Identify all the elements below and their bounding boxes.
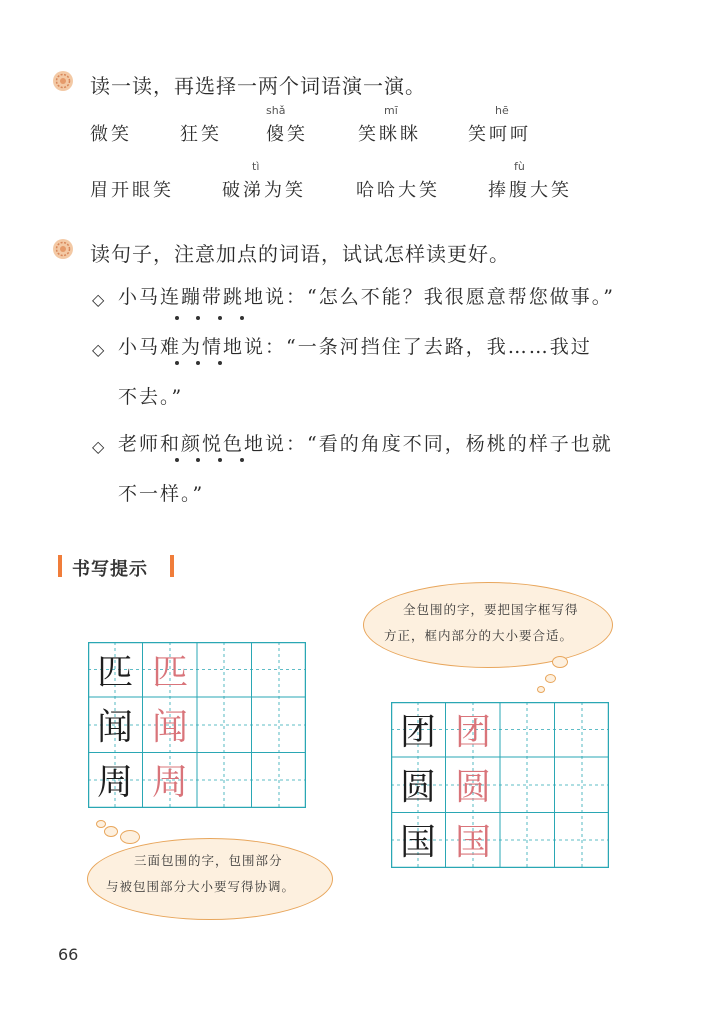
emphasis-dot	[175, 316, 179, 320]
sentence-1: 小马连蹦带跳地说：“怎么不能？我很愿意帮您做事。”	[118, 286, 615, 308]
emphasis-dot	[175, 361, 179, 365]
word-item: 笑眯眯	[358, 124, 421, 145]
flower-bullet-icon	[52, 70, 74, 92]
bubble-tail	[545, 674, 556, 683]
emphasis-dot	[196, 361, 200, 365]
word-item: 笑呵呵	[468, 124, 531, 145]
title-bar-left	[58, 555, 62, 577]
grid-char: 匹	[96, 652, 134, 693]
grid-char: 圆	[399, 767, 437, 808]
word-item: 哈哈大笑	[356, 180, 440, 201]
trace-char: 闻	[151, 707, 189, 748]
sentence-3: 老师和颜悦色地说：“看的角度不同，杨桃的样子也就	[118, 433, 613, 455]
emphasis-dot	[240, 458, 244, 462]
word-item: 破涕为笑	[222, 180, 306, 201]
trace-char: 团	[454, 712, 492, 753]
pinyin: shǎ	[266, 104, 286, 117]
word-item: 傻笑	[266, 124, 308, 145]
trace-char: 国	[454, 822, 492, 863]
bubble-tail	[120, 830, 140, 844]
pinyin: tì	[252, 160, 260, 173]
diamond-bullet-icon: ◇	[92, 340, 105, 359]
grid-char: 国	[399, 822, 437, 863]
tip-text-bottom: 与被包围部分大小要写得协调。	[106, 879, 296, 894]
trace-char: 圆	[454, 767, 492, 808]
tips-title: 书写提示	[72, 559, 148, 580]
bubble-tail	[96, 820, 106, 828]
word-item: 微笑	[90, 124, 132, 145]
section2-heading: 读句子，注意加点的词语，试试怎样读更好。	[90, 242, 510, 266]
grid-char: 周	[96, 762, 134, 803]
emphasis-dot	[196, 458, 200, 462]
emphasis-dot	[196, 316, 200, 320]
bubble-tail	[552, 656, 568, 668]
pinyin: mī	[384, 104, 398, 117]
trace-char: 周	[151, 762, 189, 803]
title-bar-right	[170, 555, 174, 577]
emphasis-dot	[218, 361, 222, 365]
tip-text-top: 全包围的字，要把国字框写得	[403, 602, 579, 617]
diamond-bullet-icon: ◇	[92, 290, 105, 309]
page-number: 66	[58, 945, 79, 964]
emphasis-dot	[240, 316, 244, 320]
tip-text-top: 方正，框内部分的大小要合适。	[384, 628, 574, 643]
bubble-tail	[537, 686, 545, 693]
word-item: 眉开眼笑	[90, 180, 174, 201]
flower-bullet-icon	[52, 238, 74, 260]
emphasis-dot	[218, 316, 222, 320]
sentence-3-cont: 不一样。”	[118, 483, 205, 505]
pinyin: fù	[514, 160, 525, 173]
bubble-tail	[104, 826, 118, 837]
writing-grid-right	[391, 702, 609, 868]
pinyin: hē	[495, 104, 509, 117]
grid-char: 闻	[96, 707, 134, 748]
diamond-bullet-icon: ◇	[92, 437, 105, 456]
section1-heading: 读一读，再选择一两个词语演一演。	[90, 74, 426, 98]
word-item: 狂笑	[180, 124, 222, 145]
sentence-2-cont: 不去。”	[118, 386, 184, 408]
tip-text-bottom: 三面包围的字，包围部分	[134, 853, 283, 868]
word-item: 捧腹大笑	[488, 180, 572, 201]
writing-grid-left	[88, 642, 306, 808]
trace-char: 匹	[151, 652, 189, 693]
emphasis-dot	[175, 458, 179, 462]
sentence-2: 小马难为情地说：“一条河挡住了去路，我……我过	[118, 336, 592, 358]
grid-char: 团	[399, 712, 437, 753]
emphasis-dot	[218, 458, 222, 462]
